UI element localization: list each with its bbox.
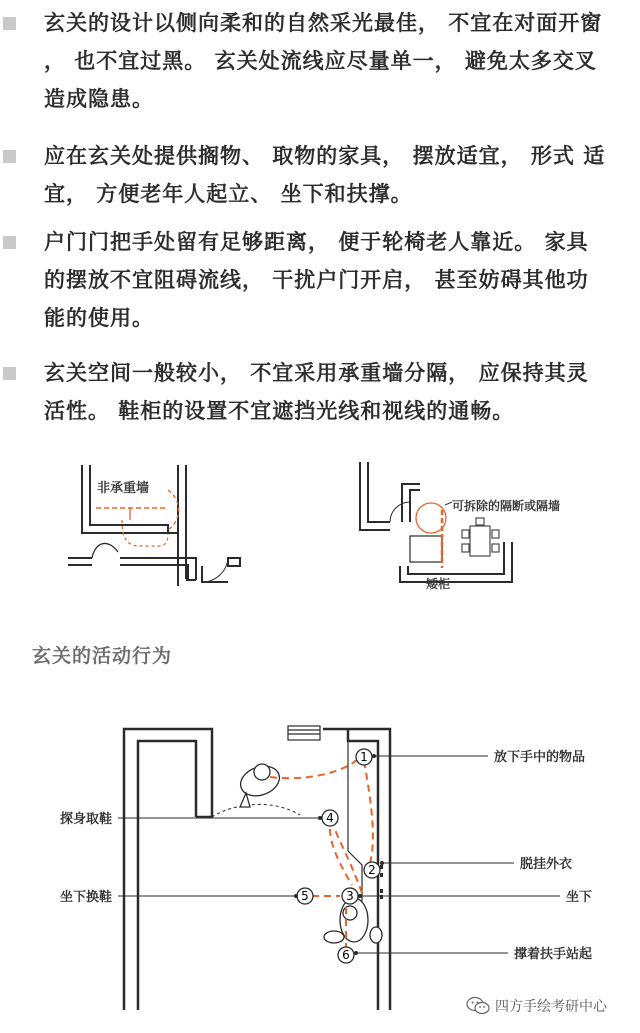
diagram-label-non-bearing: 非承重墙 xyxy=(97,481,150,496)
step-number: 2 xyxy=(368,863,376,877)
door-step-icon xyxy=(288,726,320,740)
plan-left xyxy=(68,465,240,586)
section-title: 玄关的活动行为 xyxy=(32,645,173,667)
door-swing xyxy=(212,804,300,817)
step-number: 4 xyxy=(326,811,334,825)
door-swing xyxy=(92,543,118,558)
step-marker-1 xyxy=(356,749,372,765)
entrance-activity-diagram xyxy=(0,715,640,1015)
diagram-label-removable-wall: 可拆除的隔断或隔墙 xyxy=(452,499,561,513)
low-cabinet xyxy=(410,536,442,562)
person-seated-icon xyxy=(324,898,382,943)
label-lean-take-shoes: 探身取鞋 xyxy=(59,812,112,827)
bullet-square-icon xyxy=(3,17,16,30)
wheelchair-turn-path xyxy=(168,490,179,530)
step-marker-2 xyxy=(364,862,380,878)
watermark xyxy=(466,994,607,1018)
bullet-square-icon xyxy=(3,367,16,380)
wechat-icon xyxy=(466,996,490,1016)
step-number: 6 xyxy=(342,948,350,962)
diagram-label-low-cabinet: 矮柜 xyxy=(426,577,451,591)
label-sit-down: 坐下 xyxy=(566,890,593,905)
step-marker-4 xyxy=(322,810,338,826)
door-swing xyxy=(390,502,410,522)
label-place-items: 放下手中的物品 xyxy=(494,750,586,765)
bullet-square-icon xyxy=(3,236,16,249)
step-marker-5 xyxy=(297,888,313,904)
step-markers xyxy=(297,749,380,963)
step-marker-3 xyxy=(342,888,358,904)
floor-plans-diagram xyxy=(0,450,640,610)
bullet-text: 玄关的设计以侧向柔和的自然采光最佳， 不宜在对面开窗 ， 也不宜过黑。 玄关处流线应尽量单一， 避免太多交叉 造成隐患。 xyxy=(44,11,603,111)
step-number: 1 xyxy=(360,750,368,764)
dining-table-icon xyxy=(462,518,499,556)
leader-line xyxy=(445,502,452,505)
bullet-text: 应在玄关处提供搁物、 取物的家具， 摆放适宜， 形式 适宜， 方便老年人起立、 坐下和扶撑。 xyxy=(44,144,606,206)
door-swing xyxy=(202,558,228,582)
step-number: 3 xyxy=(346,889,354,903)
leader-lines xyxy=(118,756,560,953)
bullet-text: 玄关空间一般较小， 不宜采用承重墙分隔， 应保持其灵 活性。 鞋柜的设置不宜遮挡光线和视线的通畅。 xyxy=(44,361,589,423)
label-take-off-coat: 脱挂外衣 xyxy=(520,857,573,872)
label-stand-with-handrail: 撑着扶手站起 xyxy=(514,947,593,962)
watermark-text: 四方手绘考研中心 xyxy=(495,999,607,1015)
step-marker-6 xyxy=(338,947,354,963)
plan-right xyxy=(360,462,512,582)
bullet-square-icon xyxy=(3,150,16,163)
leader-dots xyxy=(294,754,384,955)
person-entering-icon xyxy=(236,761,283,807)
label-sit-change-shoes: 坐下换鞋 xyxy=(59,890,112,905)
step-number: 5 xyxy=(301,889,309,903)
bullet-text: 户门门把手处留有足够距离， 便于轮椅老人靠近。 家具 的摆放不宜阻碍流线， 干扰户门开启， 甚至妨碍其他功 能的使用。 xyxy=(44,230,589,330)
